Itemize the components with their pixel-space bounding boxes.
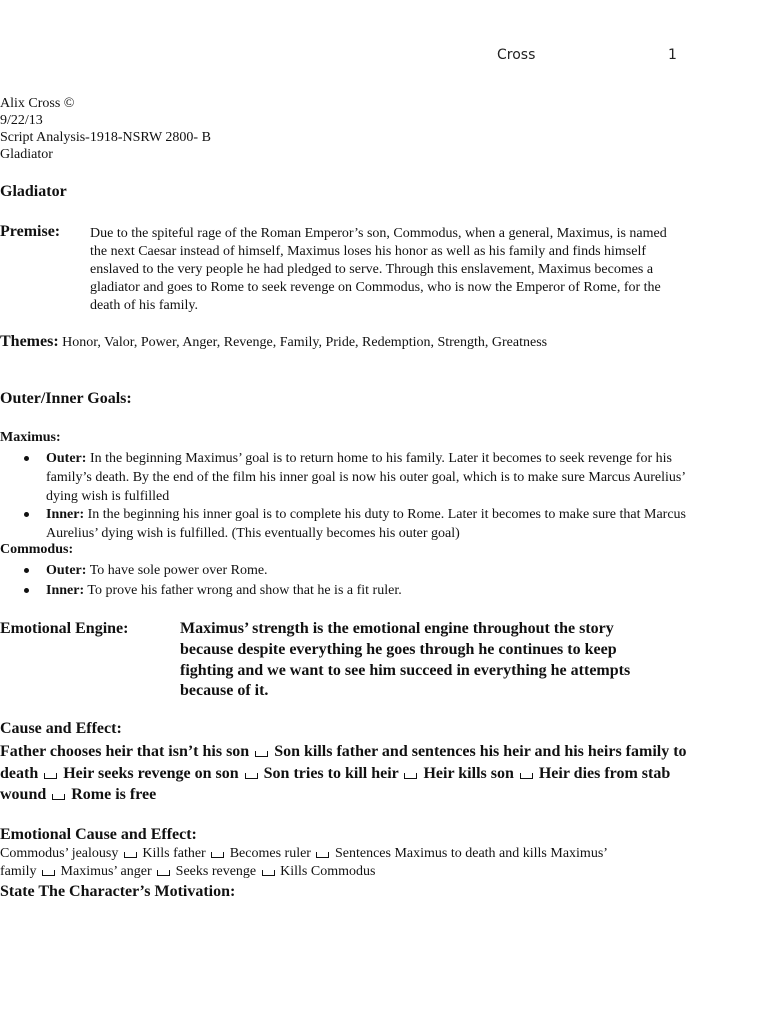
emotional-step: Seeks revenge xyxy=(175,864,257,879)
arrow-icon xyxy=(316,852,329,858)
meta-film: Gladiator xyxy=(0,147,53,162)
arrow-icon xyxy=(124,852,137,858)
arrow-icon xyxy=(520,773,533,779)
meta-author: Alix Cross © xyxy=(0,96,75,111)
cause-effect-step: Rome is free xyxy=(71,786,157,803)
bullet-icon xyxy=(24,568,29,573)
arrow-icon xyxy=(262,870,275,876)
goal-text: In the beginning his inner goal is to complete his duty to Rome. Later it becomes to make sure that Marcus Aurelius’ dying wish is fulfilled. (This eventually becomes his outer goal) xyxy=(46,507,686,541)
emotional-engine-label: Emotional Engine: xyxy=(0,620,129,637)
themes-text: Honor, Valor, Power, Anger, Revenge, Family, Pride, Redemption, Strength, Greatness xyxy=(62,335,548,350)
emotional-engine-text: Maximus’ strength is the emotional engine throughout the story because despite everything he goes through he continues to keep fighting and we want to see him succeed in everything he attempts because of it. xyxy=(180,620,631,700)
arrow-icon xyxy=(404,773,417,779)
premise-text: Due to the spiteful rage of the Roman Emperor’s son, Commodus, when a general, Maximus, is named the next Caesar instead of himself, Maximus loses his honor as well as his family and finds himself enslaved to the very people he had pledged to serve. Through this enslavement, Maximus becomes a gladiator and goes to Rome to seek revenge on Commodus, who is now the Emperor of Rome, for the death of his family. xyxy=(90,226,667,313)
arrow-icon xyxy=(255,751,268,757)
header-page-number: 1 xyxy=(668,47,677,63)
goal-label: Outer: xyxy=(46,451,87,466)
goal-text: To prove his father wrong and show that he is a fit ruler. xyxy=(87,583,402,598)
themes-line xyxy=(0,333,547,351)
emotional-step: Maximus’ anger xyxy=(60,864,152,879)
arrow-icon xyxy=(52,794,65,800)
document-title: Gladiator xyxy=(0,183,67,200)
arrow-icon xyxy=(245,773,258,779)
goal-label: Inner: xyxy=(46,507,85,522)
goal-label: Outer: xyxy=(46,563,87,578)
cause-effect-step: Heir dies from stab wound xyxy=(0,764,671,803)
emotional-step: Kills Commodus xyxy=(280,864,376,879)
emotional-cause-effect-heading: Emotional Cause and Effect: xyxy=(0,826,197,843)
emotional-step: Commodus’ jealousy xyxy=(0,846,119,861)
cause-effect-step: Heir seeks revenge on son xyxy=(63,764,239,782)
bullet-icon xyxy=(24,456,29,461)
cause-effect-step: Son kills father and sentences his heir and his heirs family to death xyxy=(0,743,687,782)
goal-text: In the beginning Maximus’ goal is to return home to his family. Later it becomes to seek revenge for his family’s death. By the end of the film his inner goal is now his outer goal, which is to make sure Marcus Aurelius’ dying wish is fulfilled xyxy=(46,451,685,504)
header-author-name: Cross xyxy=(497,47,536,63)
emotional-cause-effect-chain xyxy=(0,845,640,881)
emotional-step: Sentences Maximus to death and kills Maximus’ family xyxy=(0,846,607,879)
arrow-icon xyxy=(44,773,57,779)
themes-label: Themes: xyxy=(0,333,59,350)
character-label-commodus: Commodus: xyxy=(0,542,74,557)
cause-effect-chain xyxy=(0,741,690,806)
character-label-maximus: Maximus: xyxy=(0,430,61,445)
cause-effect-heading: Cause and Effect: xyxy=(0,720,122,737)
emotional-step: Kills father xyxy=(142,846,206,861)
goal-label: Inner: xyxy=(46,583,85,598)
arrow-icon xyxy=(42,870,55,876)
emotional-step: Becomes ruler xyxy=(229,846,311,861)
cause-effect-step: Heir kills son xyxy=(423,764,514,782)
goals-heading: Outer/Inner Goals: xyxy=(0,390,132,407)
goal-text: To have sole power over Rome. xyxy=(89,563,268,578)
motivation-heading: State The Character’s Motivation: xyxy=(0,883,236,900)
cause-effect-step: Son tries to kill heir xyxy=(263,764,399,782)
bullet-icon xyxy=(24,512,29,517)
arrow-icon xyxy=(157,870,170,876)
meta-course: Script Analysis-1918-NSRW 2800- B xyxy=(0,130,211,145)
meta-date: 9/22/13 xyxy=(0,113,43,128)
cause-effect-step: Father chooses heir that isn’t his son xyxy=(0,743,250,760)
premise-label: Premise: xyxy=(0,223,61,240)
bullet-icon xyxy=(24,588,29,593)
arrow-icon xyxy=(211,852,224,858)
